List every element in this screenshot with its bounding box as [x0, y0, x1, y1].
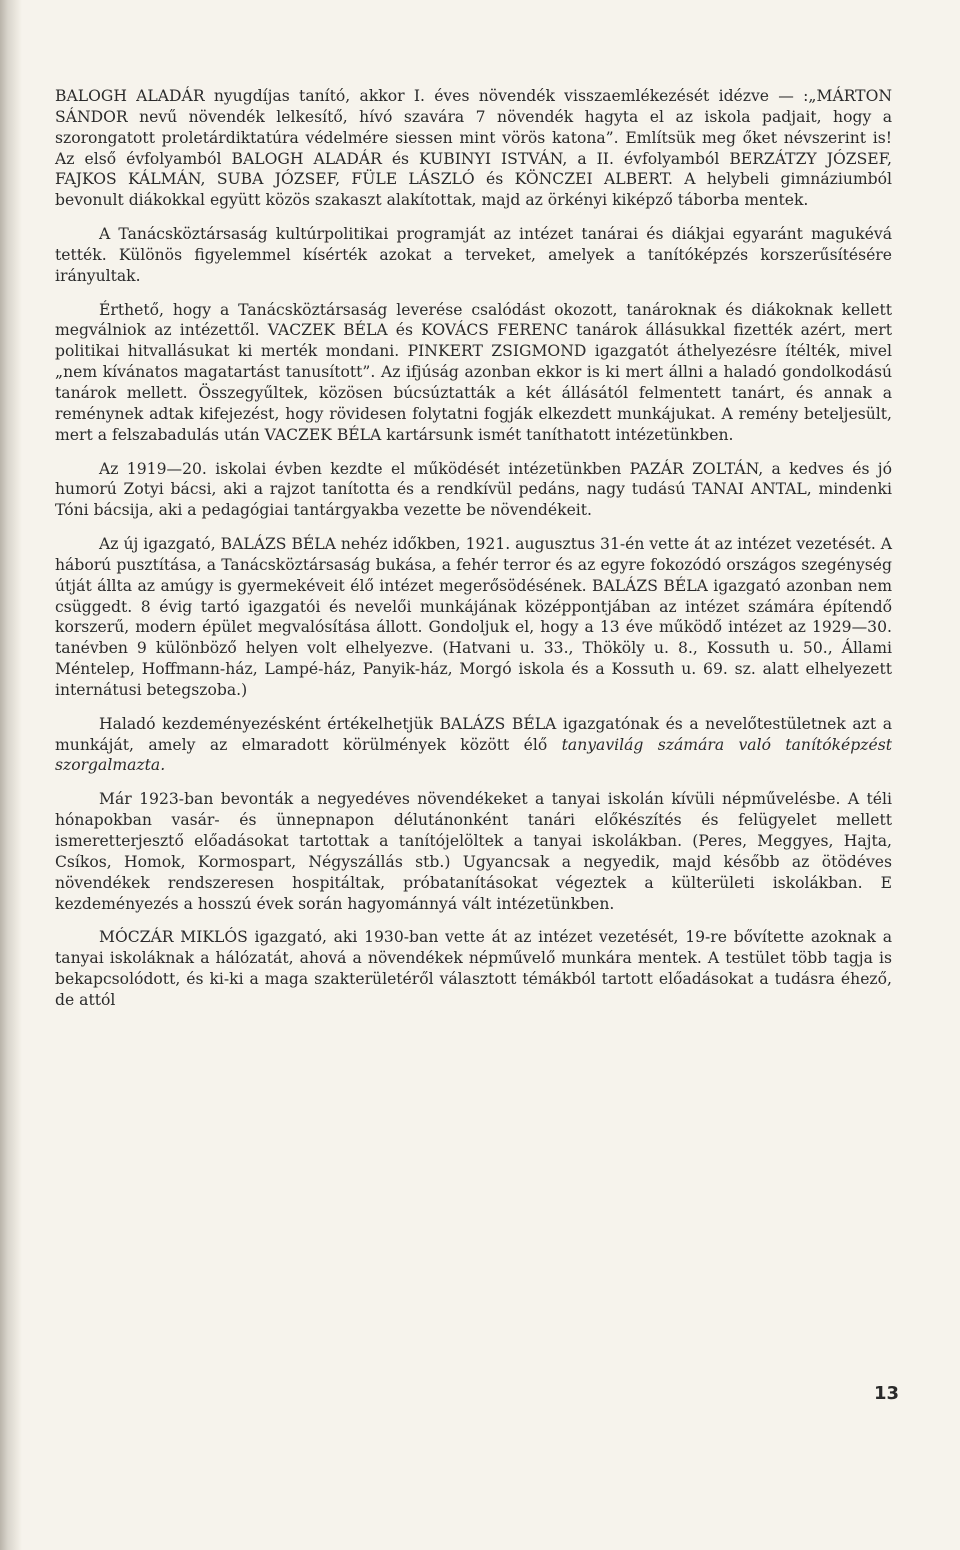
page-binding-shadow: [0, 0, 22, 1550]
page-body-text: [55, 86, 892, 1024]
paragraph-cultural-policy: A Tanácsköztársaság kultúrpolitikai programját az intézet tanárai és diákjai egyaránt magukévá tették. Különös figyelemmel kísérték azokat a terveket, amelyek a tanítóképzés korszerűsítésére irányultak.: [55, 225, 892, 285]
paragraph-folk-education: Már 1923-ban bevonták a negyedéves növendékeket a tanyai iskolán kívüli népművelésbe. A téli hónapokban vasár- és ünnepnapon délutánonként tanári előkészítés és felügyelet mellett ismeretterjesztő előadásokat tartottak a tanítójelöltek a tanyai iskolákban. (Peres, Meggyes, Hajta, Csíkos, Homok, Kormospart, Négyszállás stb.) Ugyancsak a negyedik, majd később az ötödéves növendékek rendszeresen hospitáltak, próbatanításokat végeztek a külterületi iskolákban. E kezdeményezés a hosszú évek során hagyománnyá vált intézetünkben.: [55, 790, 892, 913]
paragraph-aftermath: Érthető, hogy a Tanácsköztársaság leverése csalódást okozott, tanároknak és diákoknak kellett megválniok az intézettől. VACZEK BÉLA és KOVÁCS FERENC tanárok állásukkal fizették azért, mert politikai hitvallásukat ki merték mondani. PINKERT ZSIGMOND igazgatót áthelyezésre ítélték, mivel „nem kívánatos magatartást tanusított”. Az ifjúság azonban ekkor is ki mert állni a haladó gondolkodású tanárok mellett. Összegyűltek, közösen búcsúztatták a két állásától felmentett tanárt, és annak a reménynek adtak kifejezést, hogy rövidesen folytatni fogják elkezdett munkájukat. A remény beteljesült, mert a felszabadulás után VACZEK BÉLA kartársunk ismét taníthatott intézetünkben.: [55, 300, 892, 444]
paragraph-initiative-emphasis: tanyavilág számára való tanítóképzést szorgalmazta.: [55, 735, 892, 775]
paragraph-new-director: Az új igazgató, BALÁZS BÉLA nehéz időkben, 1921. augusztus 31-én vette át az intézet vezetését. A háború pusztítása, a Tanácsköztársaság bukása, a fehér terror és az egyre fokozódó országos szegénység útját állta az amúgy is gyermekéveit élő intézet megerősödésének. BALÁZS BÉLA igazgató azonban nem csüggedt. 8 évig tartó igazgatói és nevelői munkájának középpontjában az intézet számára építendő korszerű, modern épület megvalósítása állott. Gondoljuk el, hogy a 13 éve működő intézet az 1929—30. tanévben 9 különböző helyen volt elhelyezve. (Hatvani u. 33., Thököly u. 8., Kossuth u. 50., Állami Méntelep, Hoffmann-ház, Lampé-ház, Panyik-ház, Morgó iskola és a Kossuth u. 69. sz. alatt elhelyezett internátusi betegszoba.): [55, 535, 892, 699]
paragraph-moczar: MÓCZÁR MIKLÓS igazgató, aki 1930-ban vette át az intézet vezetését, 19-re bővítette azoknak a tanyai iskoláknak a hálózatát, ahová a növendékek népművelő munkára mentek. A testület több tagja is bekapcsolódott, és ki-ki a maga szakterületéről választott témákból tartott előadásokat a tudásra éhező, de attól: [55, 928, 892, 1009]
paragraph-recollection: BALOGH ALADÁR nyugdíjas tanító, akkor I. éves növendék visszaemlékezését idézve — :„MÁRTON SÁNDOR nevű növendék lelkesítő, hívó szavára 7 növendék hagyta el az iskola padjait, hogy a szorongatott proletárdiktatúra védelmére siessen mint vörös katona”. Említsük meg őket névszerint is! Az első évfolyamból BALOGH ALADÁR és KUBINYI ISTVÁN, a II. évfolyamból BERZÁTZY JÓZSEF, FAJKOS KÁLMÁN, SUBA JÓZSEF, FÜLE LÁSZLÓ és KÖNCZEI ALBERT. A helybeli gimnáziumból bevonult diákokkal együtt közös szakaszt alakítottak, majd az örkényi kiképző táborba mentek.: [55, 87, 892, 210]
paragraph-initiative-text: Haladó kezdeményezésként értékelhetjük BALÁZS BÉLA igazgatónak és a nevelőtestületnek azt a munkáját, amely az elmaradott körülmények között élő: [55, 714, 892, 754]
paragraph-new-teachers: Az 1919—20. iskolai évben kezdte el működését intézetünkben PAZÁR ZOLTÁN, a kedves és jó humorú Zotyi bácsi, aki a rajzot tanította és a rendkívül pedáns, nagy tudású TANAI ANTAL, mindenki Tóni bácsija, aki a pedagógiai tantárgyakba vezette be növendékeit.: [55, 459, 892, 520]
page-number: 13: [874, 1383, 900, 1404]
paragraph-initiative: [55, 714, 892, 777]
